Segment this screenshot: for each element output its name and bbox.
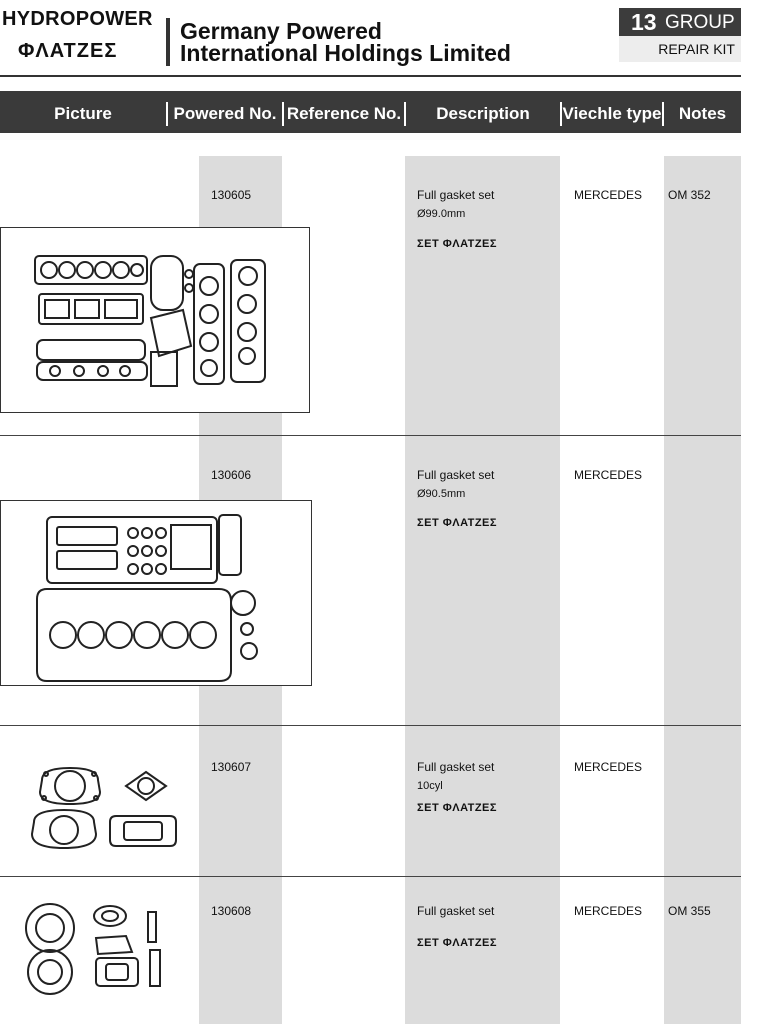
description-line1: Full gasket set [417,468,495,482]
description-line1: Full gasket set [417,760,495,774]
brand-greek: ΦΛΑΤΖΕΣ [18,40,118,62]
powered-no: 130607 [211,760,252,774]
column-header-powered-no: Powered No. [173,104,277,123]
group-label: GROUP [665,12,735,33]
vehicle-type: MERCEDES [574,904,643,918]
description-line1: Full gasket set [417,904,495,918]
powered-no: 130606 [211,468,252,482]
description-greek: ΣΕΤ ΦΛΑΤΖΕΣ [417,238,497,250]
column-header-notes: Notes [678,104,727,123]
company-name-line1: Germany Powered [180,18,382,44]
description-greek: ΣΕΤ ΦΛΑΤΖΕΣ [417,517,497,529]
gasket-set-icon [14,900,174,996]
gasket-set-icon [0,500,312,686]
group-number: 13 [631,9,657,35]
column-header-vehicle-type: Viechle type [562,104,662,123]
description-greek: ΣΕΤ ΦΛΑΤΖΕΣ [417,802,497,814]
brand-name: HYDROPOWER [2,8,153,30]
powered-no: 130608 [211,904,252,918]
column-header-reference-no: Reference No. [286,104,402,123]
group-subtitle: REPAIR KIT [619,36,741,62]
gasket-set-icon [20,760,190,860]
powered-no: 130605 [211,188,252,202]
table-header [0,91,741,133]
vehicle-type: MERCEDES [574,468,643,482]
notes: OM 355 [668,904,711,918]
description-line2: Ø90.5mm [417,488,466,500]
header-divider [166,18,170,66]
notes: OM 352 [668,188,711,202]
column-header-description: Description [436,104,530,123]
column-band-description [405,156,560,1024]
description-line2: Ø99.0mm [417,208,466,220]
column-band-notes [664,156,741,1024]
group-badge [619,8,741,36]
description-line1: Full gasket set [417,188,495,202]
description-line2: 10cyl [417,780,443,792]
gasket-set-icon [0,227,310,413]
row-divider [0,435,741,436]
vehicle-type: MERCEDES [574,760,643,774]
vehicle-type: MERCEDES [574,188,643,202]
row-divider [0,725,741,726]
row-divider [0,876,741,877]
column-header-picture: Picture [54,104,112,123]
header-rule [0,75,741,77]
company-name-line2: International Holdings Limited [180,40,511,66]
description-greek: ΣΕΤ ΦΛΑΤΖΕΣ [417,937,497,949]
